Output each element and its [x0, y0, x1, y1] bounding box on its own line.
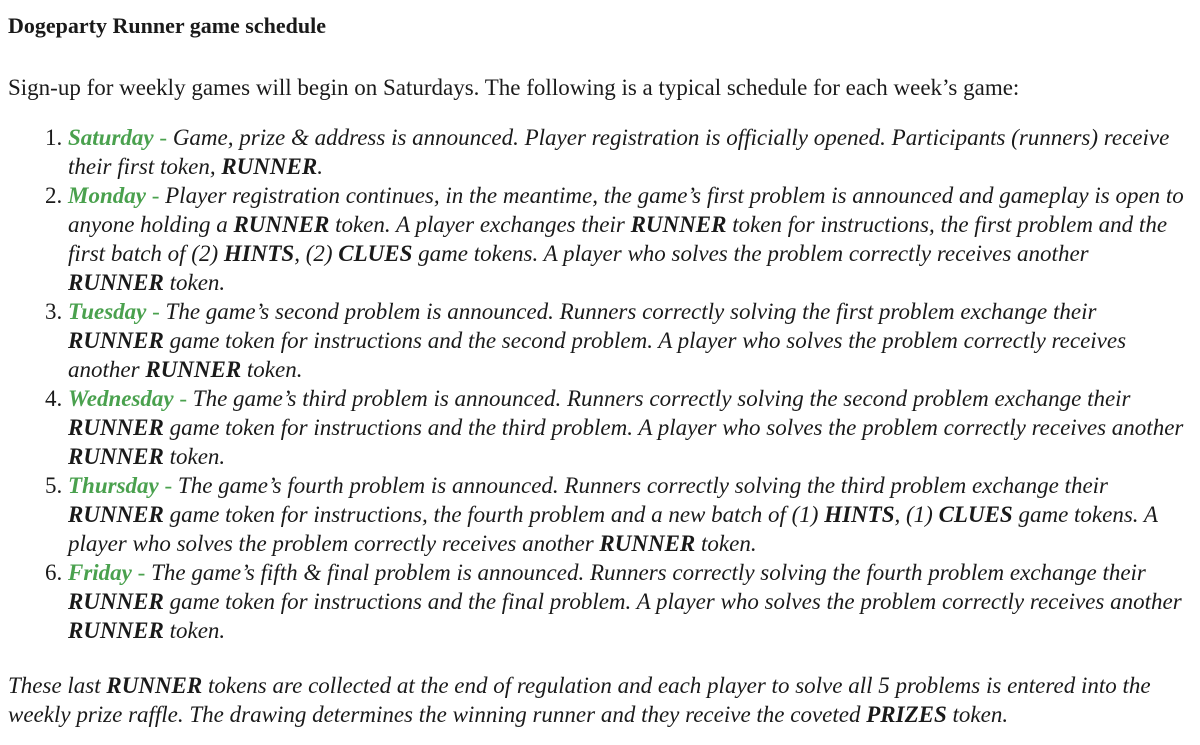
- day-label: Wednesday: [68, 386, 174, 411]
- text-segment: The game’s second problem is announced. Runners correctly solving the first problem exchange their: [165, 299, 1097, 324]
- day-label: Saturday: [68, 125, 154, 150]
- text-segment: token.: [946, 702, 1009, 727]
- text-segment: .: [317, 154, 323, 179]
- token-name: RUNNER: [145, 357, 242, 382]
- schedule-list: [0, 123, 1190, 645]
- text-segment: token.: [163, 618, 226, 643]
- text-segment: token.: [163, 444, 226, 469]
- text-segment: token.: [695, 531, 757, 556]
- page-title: Dogeparty Runner game schedule: [8, 13, 326, 38]
- text-segment: game token for instructions, the fourth problem and a new batch of (1): [163, 502, 825, 527]
- token-name: RUNNER: [68, 270, 164, 295]
- text-segment: token.: [163, 270, 226, 295]
- day-separator: -: [146, 299, 166, 324]
- text-segment: game token for instructions and the third problem. A player who solves the problem correctly receives another: [163, 415, 1184, 440]
- text-segment: The game’s third problem is announced. Runners correctly solving the second problem exchange their: [192, 386, 1131, 411]
- token-name: HINTS: [824, 502, 895, 527]
- token-name: HINTS: [223, 241, 295, 266]
- text-segment: , (1): [894, 502, 939, 527]
- day-label: Friday: [68, 560, 132, 585]
- token-name: RUNNER: [68, 328, 164, 353]
- text-segment: token. A player exchanges their: [329, 212, 631, 237]
- text-segment: Game, prize & address is announced. Player registration is officially opened. Participants (runners) receive their first token,: [68, 125, 1170, 179]
- text-segment: game token for instructions and the final problem. A player who solves the problem correctly receives another: [163, 589, 1182, 614]
- text-segment: , (2): [294, 241, 339, 266]
- schedule-item-tuesday: [68, 297, 1190, 384]
- text-segment: tokens are collected at the end of regulation and each player to solve all 5 problems is entered into the weekly prize raffle. The drawing determines the winning runner and they receive the coveted: [8, 673, 1151, 727]
- text-segment: token for instructions, the first problem and the first batch of (2): [68, 212, 1168, 266]
- token-name: RUNNER: [68, 444, 164, 469]
- day-separator: -: [145, 183, 166, 208]
- day-separator: -: [131, 560, 152, 585]
- text-segment: These last: [8, 673, 107, 698]
- schedule-item-wednesday: [68, 384, 1190, 471]
- text-segment: game tokens. A player who solves the problem correctly receives another: [68, 502, 1158, 556]
- token-name: RUNNER: [68, 415, 164, 440]
- day-separator: -: [173, 386, 193, 411]
- token-name: CLUES: [938, 502, 1013, 527]
- day-separator: -: [153, 125, 173, 150]
- day-label: Thursday: [68, 473, 159, 498]
- text-segment: game tokens. A player who solves the problem correctly receives another: [412, 241, 1089, 266]
- text-segment: The game’s fifth & final problem is announced. Runners correctly solving the fourth problem exchange their: [151, 560, 1146, 585]
- schedule-item-friday: [68, 558, 1190, 645]
- token-name: RUNNER: [68, 589, 164, 614]
- token-name: RUNNER: [221, 154, 318, 179]
- token-name: RUNNER: [599, 531, 696, 556]
- schedule-item-saturday: [68, 123, 1190, 181]
- token-name: RUNNER: [630, 212, 727, 237]
- token-name: RUNNER: [68, 618, 164, 643]
- day-label: Tuesday: [68, 299, 147, 324]
- token-name: PRIZES: [866, 702, 947, 727]
- text-segment: token.: [241, 357, 303, 382]
- day-separator: -: [158, 473, 178, 498]
- schedule-item-thursday: [68, 471, 1190, 558]
- intro-paragraph: Sign-up for weekly games will begin on Saturdays. The following is a typical schedule for each week’s game:: [8, 75, 1020, 100]
- schedule-item-monday: [68, 181, 1190, 297]
- token-name: RUNNER: [68, 502, 164, 527]
- text-segment: Player registration continues, in the meantime, the game’s first problem is announced and gameplay is open to anyone holding a: [68, 183, 1184, 237]
- text-segment: game token for instructions and the second problem. A player who solves the problem correctly receives another: [68, 328, 1127, 382]
- closing-paragraph: [8, 671, 1193, 729]
- token-name: CLUES: [338, 241, 413, 266]
- day-label: Monday: [68, 183, 146, 208]
- token-name: RUNNER: [106, 673, 203, 698]
- text-segment: The game’s fourth problem is announced. Runners correctly solving the third problem exchange their: [177, 473, 1108, 498]
- token-name: RUNNER: [233, 212, 330, 237]
